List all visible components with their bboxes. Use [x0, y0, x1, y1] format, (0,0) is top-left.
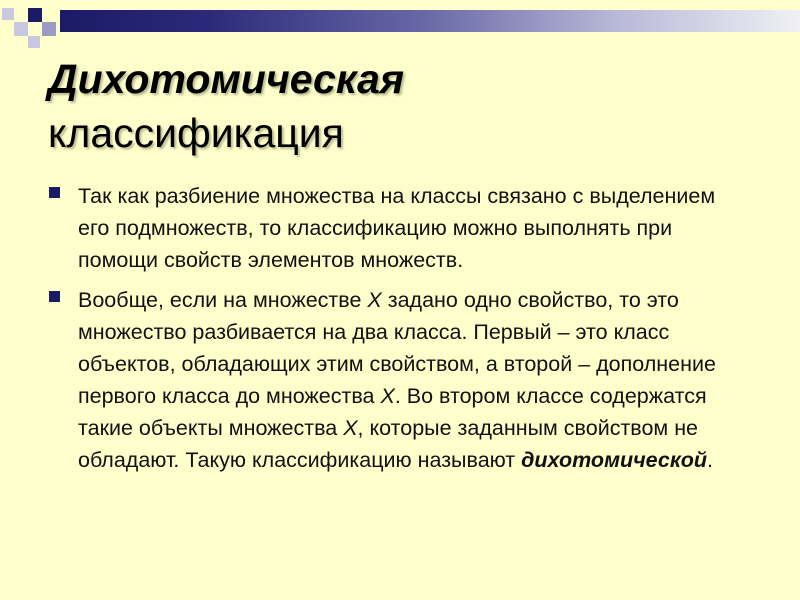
decor-square-2 [14, 22, 28, 36]
bullet-text-2-part5: . [706, 448, 713, 472]
bullet-list [48, 180, 748, 484]
bullet-item-2 [48, 284, 748, 476]
slide-title [48, 52, 768, 160]
title-line-2: классификация [48, 110, 344, 156]
decor-square-3 [42, 22, 56, 36]
square-bullet-icon [49, 291, 60, 302]
variable-x: X [380, 384, 395, 408]
decor-square-4 [28, 36, 40, 48]
title-line-1: Дихотомическая [48, 56, 405, 102]
bullet-text-2-part2: задано одно свойство, то это множество разбивается на два класса. Первый – это класс объектов, обладающих этим свойством, а второй – дополнение первого класса до множества [78, 288, 716, 408]
bullet-text-2-part3: . Во втором классе содержатся такие объекты множества [78, 384, 707, 440]
emphasized-term: дихотомической [521, 448, 707, 472]
bullet-text-1: Так как разбиение множества на классы связано с выделением его подмножеств, то классификацию можно выполнять при помощи свойств элементов множеств. [78, 184, 716, 272]
variable-x: X [367, 288, 382, 312]
header-gradient-bar [60, 10, 800, 32]
decor-square-1 [28, 8, 42, 22]
decor-square-5 [2, 8, 14, 20]
square-bullet-icon [49, 187, 60, 198]
bullet-text-2-part4: , которые заданным свойством не обладают. Такую классификацию называют [78, 416, 699, 472]
bullet-item-1 [48, 180, 748, 276]
variable-x: X [343, 416, 358, 440]
bullet-text-2-part1: Вообще, если на множестве [78, 288, 368, 312]
